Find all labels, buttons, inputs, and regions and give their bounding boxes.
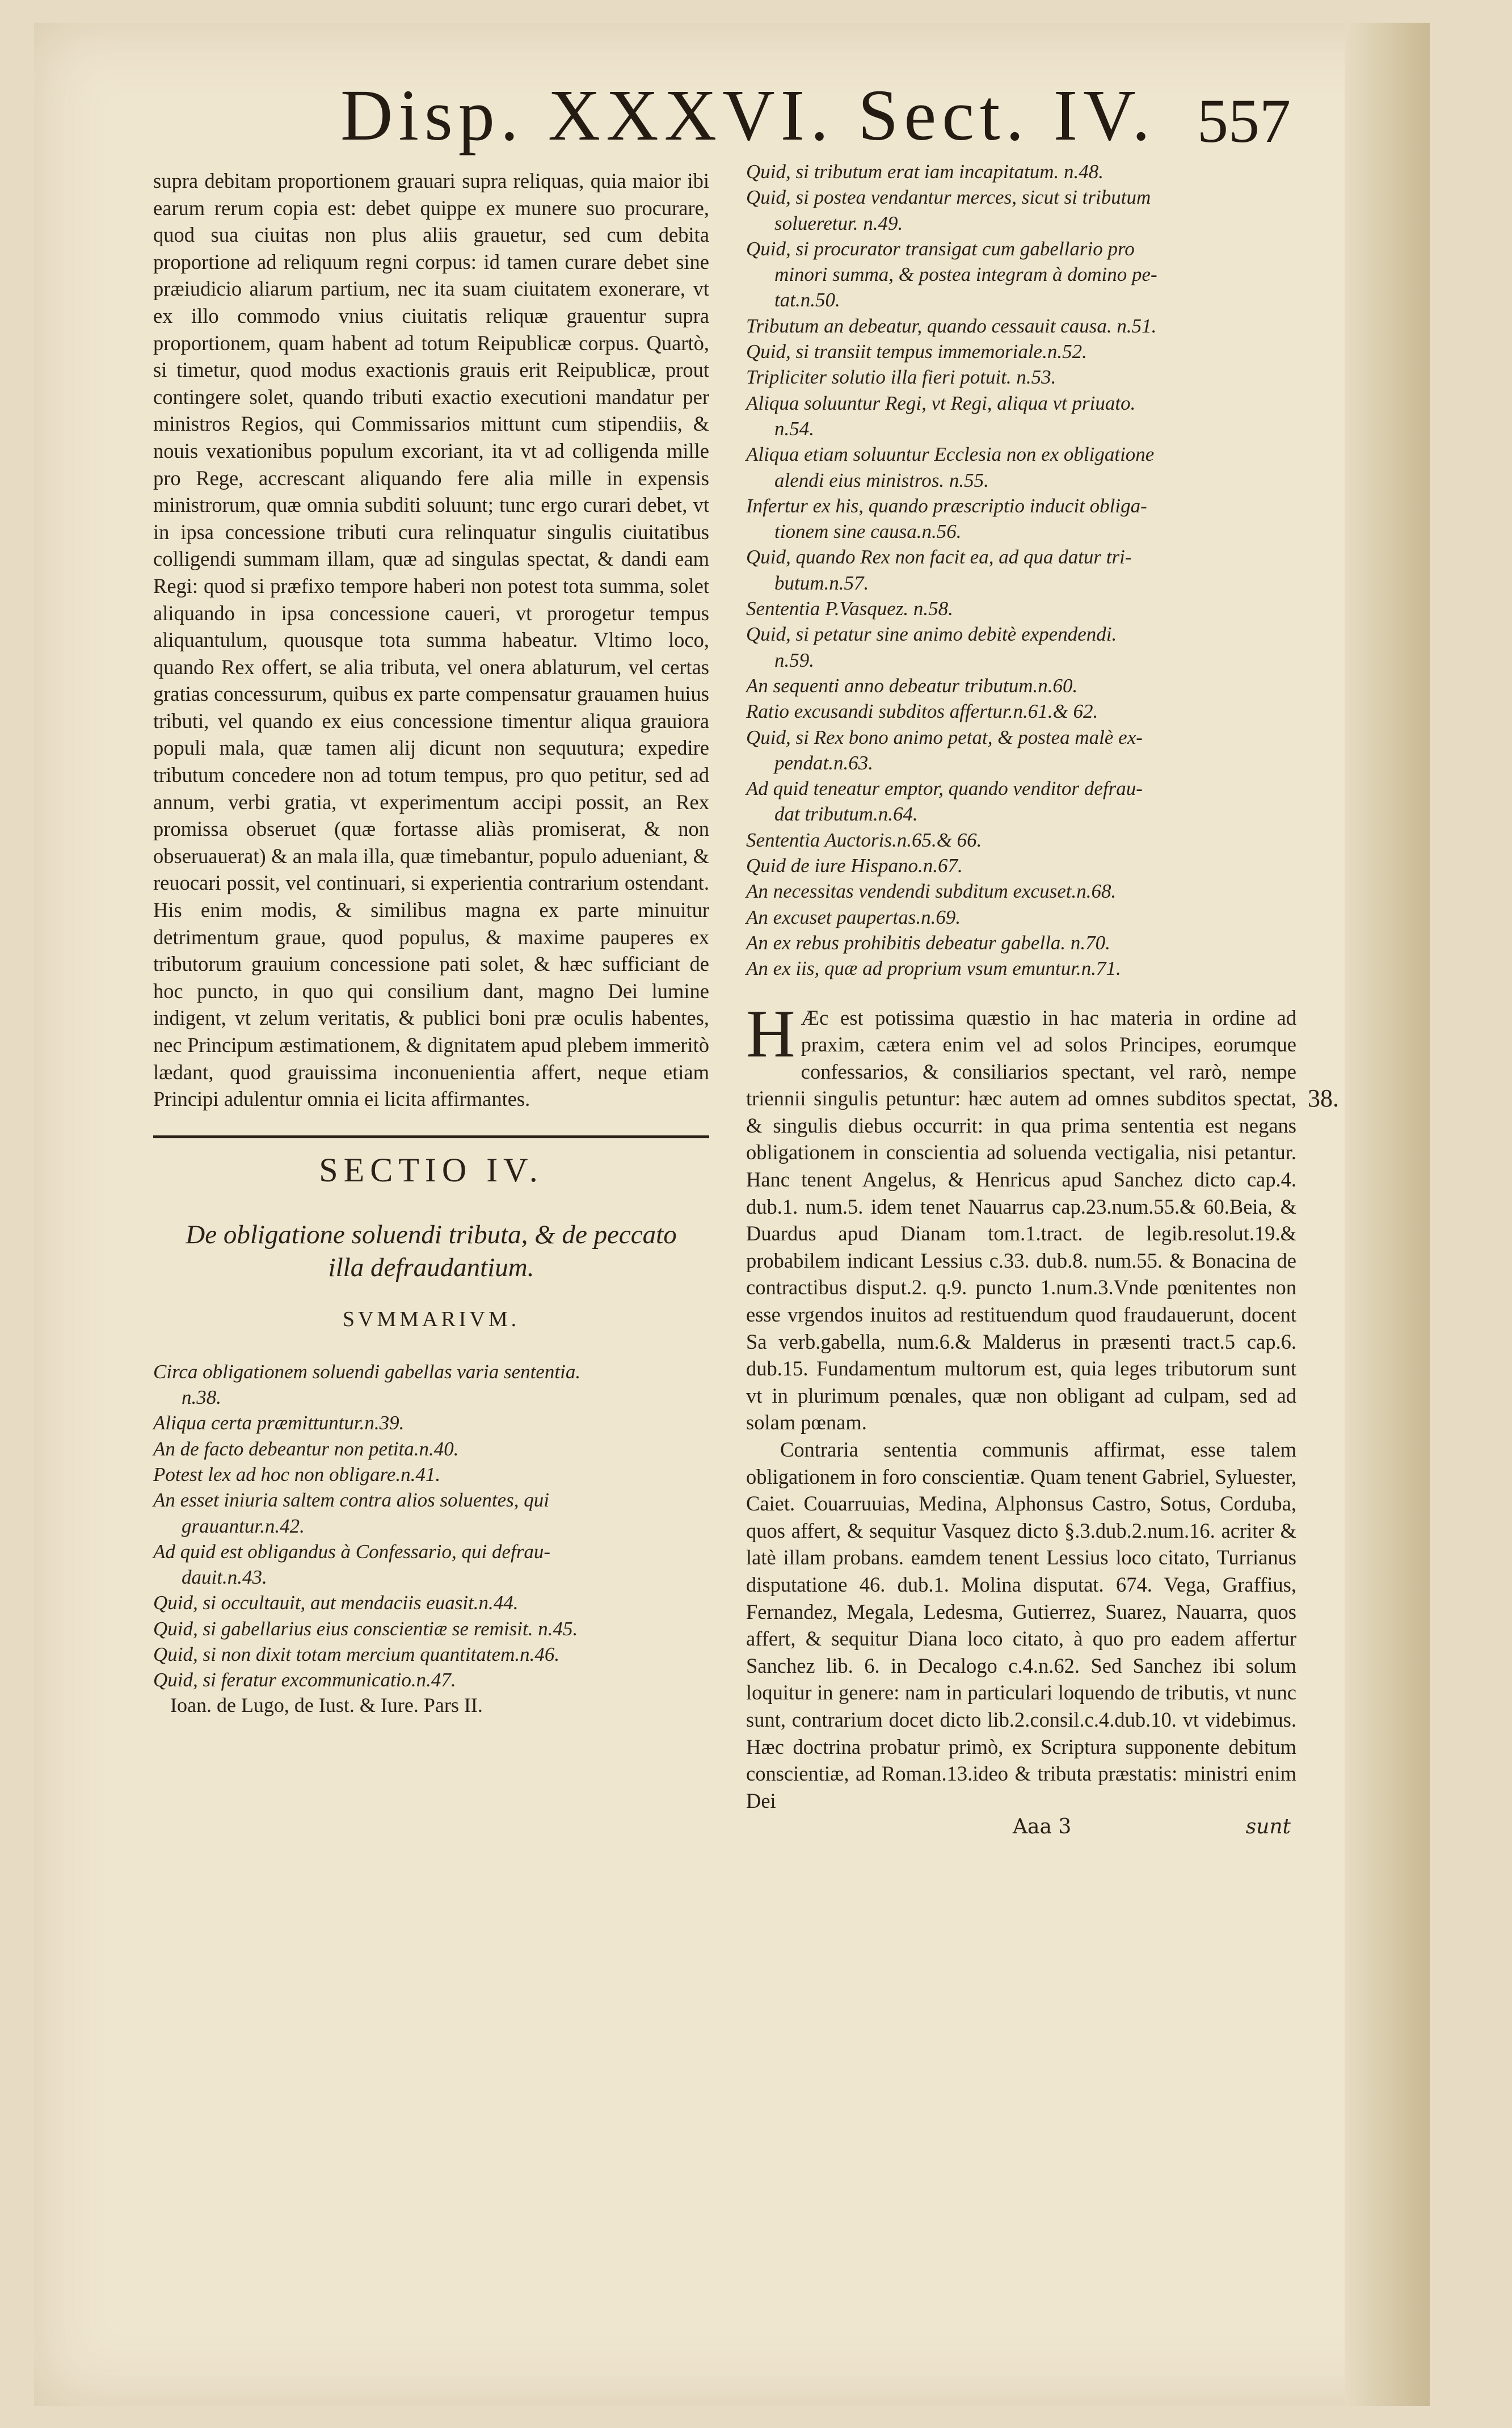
- summary-entry: pendat.n.63.: [774, 751, 874, 774]
- right-column: [746, 159, 1296, 1844]
- paragraph-1: [746, 995, 1296, 1437]
- book-page: [34, 23, 1430, 2406]
- summary-entry: An ex iis, quæ ad proprium vsum emuntur.n.71.: [746, 957, 1121, 980]
- drop-capital: H: [746, 995, 795, 1071]
- summary-entry: Quid, quando Rex non facit ea, ad qua datur tri-: [746, 546, 1132, 569]
- section-rule: [153, 1135, 709, 1138]
- summary-entry: Sententia Auctoris.n.65.& 66.: [746, 828, 982, 851]
- summary-entry: solueretur. n.49.: [774, 212, 903, 234]
- summary-entry: Quid, si occultauit, aut mendaciis euasit.n.44.: [153, 1592, 519, 1614]
- summary-entry: n.38.: [182, 1386, 221, 1409]
- summary-entry: Quid, si Rex bono animo petat, & postea malè ex-: [746, 726, 1143, 748]
- page-number: 557: [1197, 86, 1291, 155]
- summary-entry: Quid, si transiit tempus immemoriale.n.52.: [746, 340, 1087, 363]
- summary-entry: Aliqua soluuntur Regi, vt Regi, aliqua vt priuato.: [746, 392, 1136, 414]
- summary-entry: An esset iniuria saltem contra alios soluentes, qui: [153, 1489, 550, 1512]
- summary-entry: Quid, si postea vendantur merces, sicut si tributum: [746, 186, 1151, 209]
- summary-entry: Quid, si procurator transigat cum gabellario pro: [746, 237, 1135, 260]
- signature-mark: Aaa 3: [1013, 1815, 1072, 1839]
- summary-entry: Tributum an debeatur, quando cessauit causa. n.51.: [746, 314, 1157, 337]
- summary-entry: Potest lex ad hoc non obligare.n.41.: [153, 1463, 441, 1486]
- summary-entry: Quid, si feratur excommunicatio.n.47.: [153, 1669, 456, 1691]
- summary-entry: tionem sine causa.n.56.: [774, 520, 962, 543]
- summary-entry: Quid, si tributum erat iam incapitatum. n.48.: [746, 161, 1104, 183]
- running-title: Disp. XXXVI. Sect. IV.: [340, 75, 1156, 155]
- catchword: sunt: [1245, 1815, 1291, 1839]
- left-body-text: supra debitam proportionem grauari supra reliquas, quia maior ibi earum rerum copia est: debet quippe ex munere suo procurare, quod sua ciuitas non plus aliis grauetur, sed cum debita proportione ad reliquum regni corpus: id tamen curare debet sine præiudicio aliarum partium, nec ita suam ciuitatem exonerare, vt ex illo commodo vnius ciuitatis reliquæ grauentur supra proportionem, quam habent ad totum Reipublicæ corpus. Quartò, si timetur, quod modus exactionis grauis erit Reipublicæ, prout contingere solet, quando tributi exactio executioni mandatur per ministros Regios, qui Commissarios mittunt cum stipendiis, & nouis vexationibus populum excoriant, ita vt ad colligenda mille pro Rege, accrescant aliquando fere alia mille in expensis ministrorum, quæ omnia subditi soluunt; tunc ergo curari debet, vt in ipsa concessione tributi cura relinquatur singulis ciuitatibus colligendi summam illam, quæ ad singulas spectat, & dandi eam Regi: quod si præfixo tempore haberi non potest tota summa, solet aliquando in ipsa concessione caueri, vt prorogetur tempus aliquantulum, quousque tota summa habeatur. Vltimo loco, quando Rex offert, se alia tributa, vel onera ablaturum, vel certas gratias concessurum, quibus ex parte compensatur grauamen huius tributi, vel quando ex eius concessione timentur aliqua grauiora populi mala, quæ tamen alij dicunt non sequutura; expedire tributum concedere non ad totum tempus, pro quo petitur, sed ad annum, verbi gratia, vt experimentum accipi possit, an Rex promissa obseruet (quæ fortasse aliàs promiserat, & non obseruauerat) & an mala illa, quæ timebantur, populo adueniant, & reuocari possit, vel continuari, si experientia contrarium ostendant. His enim modis, & similibus magna ex parte minuitur detrimentum graue, quod populus, & maxime pauperes ex tributorum grauium concessione pati solet, & hæc sufficiant de hoc puncto, in quo qui consilium dant, magno Dei lumine indigent, vt zelum veritatis, & publici boni præ oculis habentes, nec Principum æstimationem, & dignitatem apud plebem immeritò lædant, quod grauissima inconuenientia affert, neque etiam Principi adulentur omnia ei licita affirmantes.: [153, 169, 709, 1111]
- summary-entry: alendi eius ministros. n.55.: [774, 469, 989, 491]
- summary-entry: butum.n.57.: [774, 571, 869, 594]
- summary-list-left: [153, 1359, 709, 1693]
- summary-entry: Ad quid teneatur emptor, quando venditor defrau-: [746, 777, 1143, 800]
- summary-entry: tat.n.50.: [774, 289, 840, 312]
- summary-entry: Ratio excusandi subditos affertur.n.61.& 62.: [746, 700, 1098, 723]
- summary-list-right: [746, 159, 1296, 982]
- summary-heading: SVMMARIVM.: [342, 1307, 520, 1331]
- summary-entry: minori summa, & postea integram à domino pe-: [774, 263, 1157, 286]
- summary-entry: dat tributum.n.64.: [774, 803, 918, 826]
- summary-entry: Quid de iure Hispano.n.67.: [746, 855, 963, 877]
- signature-line: [746, 1815, 1296, 1844]
- summary-entry: An de facto debeantur non petita.n.40.: [153, 1437, 459, 1460]
- left-column: [153, 167, 709, 1717]
- summary-entry: Quid, si petatur sine animo debitè expendendi.: [746, 623, 1117, 646]
- summary-entry: Aliqua etiam soluuntur Ecclesia non ex obligatione: [746, 443, 1155, 466]
- summary-entry: Quid, si non dixit totam mercium quantitatem.n.46.: [153, 1643, 560, 1666]
- summary-entry: n.59.: [774, 649, 814, 671]
- page-footer-author: Ioan. de Lugo, de Iust. & Iure. Pars II.: [170, 1693, 483, 1716]
- summary-entry: An necessitas vendendi subditum excuset.n.68.: [746, 880, 1117, 903]
- summary-entry: Sententia P.Vasquez. n.58.: [746, 597, 953, 620]
- summary-entry: grauantur.n.42.: [182, 1514, 305, 1537]
- paragraph-2: Contraria sententia communis affirmat, esse talem obligationem in foro conscientiæ. Quam tenent Gabriel, Syluester, Caiet. Couarruuias, Medina, Alphonsus Castro, Sotus, Corduba, quos affert, & sequitur Vasquez dicto §.3.dub.2.num.16. acriter & latè illam probans. eamdem tenent Lessius loco citato, Turrianus disputatione 46. dub.1. Molina disputat. 674. Vega, Graffius, Fernandez, Megala, Ledesma, Gutierrez, Suarez, Nauarra, quos affert, & sequitur Diana loco citato, à quo pro eadem affertur Sanchez lib. 6. in Decalogo c.4.n.62. Sed Sanchez ibi solum loquitur in genere: nam in particulari loquendo de tributis, vt nunc sunt, contrarium docet dicto lib.2.consil.c.4.dub.10. vt videbimus. Hæc doctrina probatur primò, ex Scriptura supponente debitum conscientiæ, ad Roman.13.ideo & tributa præstatis: ministri enim Dei: [746, 1438, 1296, 1812]
- summary-entry: Aliqua certa præmittuntur.n.39.: [153, 1412, 405, 1434]
- summary-entry: An excuset paupertas.n.69.: [746, 906, 961, 928]
- summary-entry: n.54.: [774, 417, 814, 440]
- summary-entry: Infertur ex his, quando præscriptio inducit obliga-: [746, 494, 1147, 517]
- margin-note: 38.: [1308, 1084, 1339, 1112]
- paragraph-1-text: Æc est potissima quæstio in hac materia in ordine ad praxim, cætera enim vel ad solos Principes, eorumque confessarios, & consiliarios spectant, vel rarò, nempe triennii singulis petuntur: hæc autem ad omnes subditos spectat, & singulis diebus occurrit: in qua prima sententia est negans obligationem in conscientia ad soluenda vectigalia, nisi petantur. Hanc tenent Angelus, & Henricus apud Sanchez dicto cap.4. dub.1. num.5. idem tenet Nauarrus cap.23.num.55.& 60.Beia, & Duardus apud Dianam tom.1.tract. de legib.resolut.19.& probabilem indicant Lessius c.33. dub.8. num.55. & Bonacina de contractibus disput.2. q.9. puncto 1.num.3.Vnde pœnitentes non esse vrgendos inuitos ad restituendum quod fraudauerunt, docent Sa verb.gabella, num.6.& Malderus in præsenti tract.5 cap.6. dub.15. Fundamentum multorum est, quia leges tributorum sunt vt in plurimum pœnales, quæ non obligant ad culpam, sed ad solam pœnam.: [746, 1005, 1296, 1434]
- summary-entry: Ad quid est obligandus à Confessario, qui defrau-: [153, 1540, 550, 1563]
- summary-entry: An sequenti anno debeatur tributum.n.60.: [746, 674, 1078, 697]
- summary-entry: Quid, si gabellarius eius conscientiæ se remisit. n.45.: [153, 1617, 578, 1640]
- summary-entry: Circa obligationem soluendi gabellas varia sententia.: [153, 1360, 581, 1383]
- section-title: SECTIO IV.: [319, 1151, 544, 1189]
- page-edge-shadow: [1345, 23, 1430, 2406]
- summary-entry: Tripliciter solutio illa fieri potuit. n.53.: [746, 366, 1056, 389]
- section-subtitle: De obligatione soluendi tributa, & de peccato illa defraudantium.: [186, 1219, 677, 1282]
- summary-entry: An ex rebus prohibitis debeatur gabella. n.70.: [746, 931, 1110, 954]
- summary-entry: dauit.n.43.: [182, 1566, 267, 1589]
